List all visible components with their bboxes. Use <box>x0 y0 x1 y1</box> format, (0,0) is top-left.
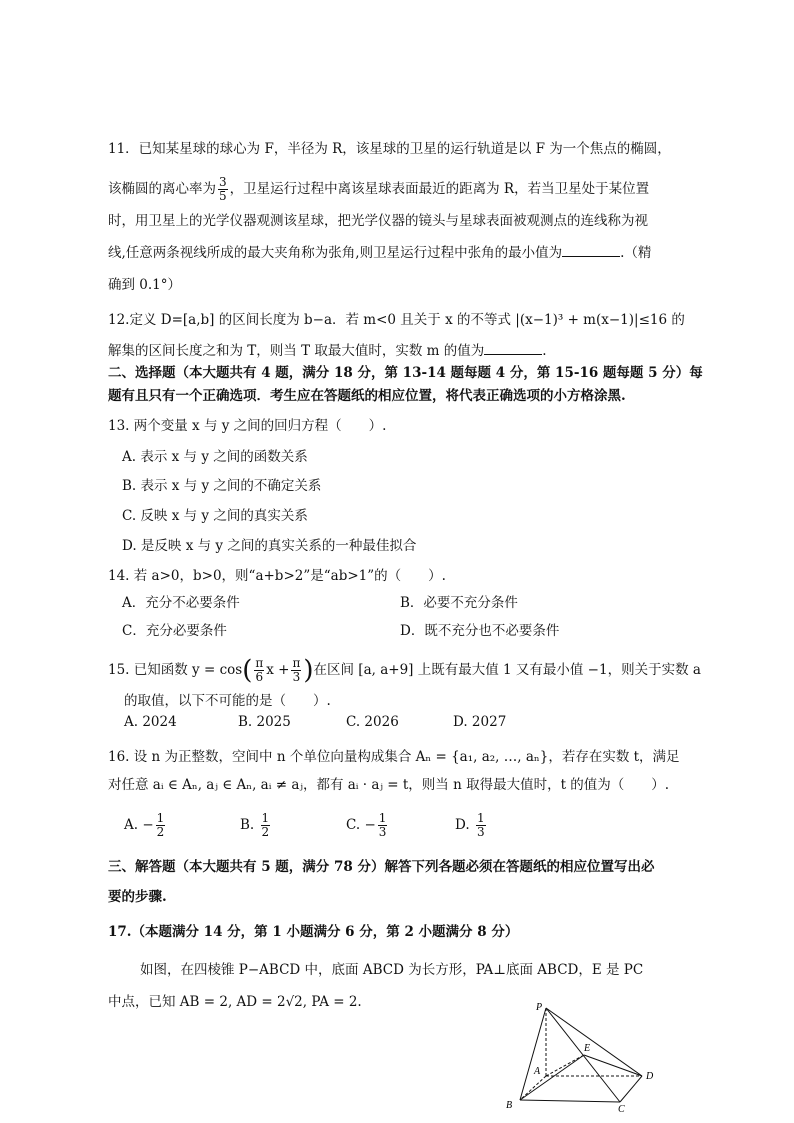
q16-option-a[interactable]: A. − $\frac{1}{2}$ <box>124 811 165 839</box>
q11-answer-blank[interactable] <box>562 244 620 257</box>
q12-answer-blank[interactable] <box>484 342 542 355</box>
label-C: C <box>618 1104 625 1115</box>
q11-line2 <box>108 176 649 203</box>
q11-line5: 确到 0.1°） <box>108 277 182 293</box>
q14-option-b[interactable]: B．必要不充分条件 <box>400 595 518 611</box>
eccentricity-fraction: $\frac{3}{5}$ <box>219 175 227 203</box>
q14-option-a[interactable]: A．充分不必要条件 <box>122 595 240 611</box>
label-P: P <box>536 1002 543 1013</box>
section3-line2: 要的步骤. <box>108 889 167 905</box>
label-B: B <box>506 1100 513 1111</box>
q13-option-b[interactable]: B. 表示 x 与 y 之间的不确定关系 <box>122 478 322 494</box>
section2-line2: 题有且只有一个正确选项．考生应在答题纸的相应位置，将代表正确选项的小方格涂黑. <box>108 388 626 404</box>
q14-option-d[interactable]: D．既不充分也不必要条件 <box>400 623 560 639</box>
pyramid-figure <box>500 1000 670 1115</box>
q16-line1: 16. 设 n 为正整数，空间中 n 个单位向量构成集合 Aₙ = {a₁, a₂, …, aₙ}，若存在实数 t，满足 <box>108 749 680 765</box>
q11-line2a: 该椭圆的离心率为 <box>108 181 216 197</box>
q15-mid: x + <box>266 662 290 678</box>
q13-option-c[interactable]: C. 反映 x 与 y 之间的真实关系 <box>122 508 308 524</box>
q11-line4 <box>108 244 651 262</box>
q15-line2: 的取值，以下不可能的是（ ）. <box>124 693 331 709</box>
q15-option-d[interactable]: D. 2027 <box>453 714 507 730</box>
q15-option-c[interactable]: C. 2026 <box>346 714 399 730</box>
label-E: E <box>584 1043 591 1054</box>
q17-line1: 如图，在四棱锥 P−ABCD 中，底面 ABCD 为长方形，PA⊥底面 ABCD，E 是 PC <box>140 962 644 978</box>
q11-line4b: .（精 <box>620 245 652 261</box>
q11-line2b: ，卫星运行过程中离该星球表面最近的距离为 R，若当卫星处于某位置 <box>229 181 650 197</box>
q15-option-a[interactable]: A. 2024 <box>124 714 177 730</box>
q15-option-b[interactable]: B. 2025 <box>238 714 291 730</box>
q16-line2: 对任意 aᵢ ∈ Aₙ, aⱼ ∈ Aₙ, aᵢ ≠ aⱼ，都有 aᵢ · aⱼ = t，则当 n 取得最大值时，t 的值为（ ）. <box>108 777 670 793</box>
q12-line2 <box>108 342 547 360</box>
section2-line1: 二、选择题（本大题共有 4 题，满分 18 分，第 13-14 题每题 4 分，第 15-16 题每题 5 分）每 <box>108 365 703 381</box>
q16-option-d[interactable]: D. $\frac{1}{3}$ <box>455 811 485 839</box>
q16-option-b[interactable]: B. $\frac{1}{2}$ <box>240 811 270 839</box>
q12-line1: 12.定义 D=[a,b] 的区间长度为 b−a．若 m<0 且关于 x 的不等式 |(x−1)³ + m(x−1)|≤16 的 <box>108 312 685 328</box>
label-A: A <box>534 1066 541 1077</box>
q11-line1: 11．已知某星球的球心为 F，半径为 R，该星球的卫星的运行轨道是以 F 为一个焦点的椭圆， <box>108 141 671 157</box>
q13-option-d[interactable]: D. 是反映 x 与 y 之间的真实关系的一种最佳拟合 <box>122 538 417 554</box>
q12-line2b: . <box>542 343 547 359</box>
label-D: D <box>646 1071 654 1082</box>
q11-line3: 时，用卫星上的光学仪器观测该星球，把光学仪器的镜头与星球表面被观测点的连线称为视 <box>108 213 648 229</box>
q17-line2: 中点，已知 AB = 2, AD = 2√2, PA = 2. <box>108 994 362 1010</box>
q13-stem: 13. 两个变量 x 与 y 之间的回归方程（ ）. <box>108 418 387 434</box>
q12-line2a: 解集的区间长度之和为 T，则当 T 取最大值时，实数 m 的值为 <box>108 343 485 359</box>
q14-stem: 14. 若 a>0，b>0，则“a+b>2”是“ab>1”的（ ）. <box>108 568 446 584</box>
q13-option-a[interactable]: A. 表示 x 与 y 之间的函数关系 <box>122 449 308 465</box>
pi-over-3: $\frac{\pi}{3}$ <box>292 656 301 684</box>
q15-stem-b: 在区间 [a, a+9] 上既有最大值 1 又有最小值 −1，则关于实数 a <box>313 662 701 678</box>
q15-stem: 15. 已知函数 y = cos( $\frac{\pi}{6}$ x + $\frac{\pi}{3}$ )在区间 [a, a+9] 上既有最大值 1 又有最小值 −1，则关于实数 a <box>108 655 701 686</box>
section3-line1: 三、解答题（本大题共有 5 题，满分 78 分）解答下列各题必须在答题纸的相应位置写出必 <box>108 859 655 875</box>
q11-line4a: 线,任意两条视线所成的最大夹角称为张角,则卫星运行过程中张角的最小值为 <box>108 245 563 261</box>
q14-option-c[interactable]: C．充分必要条件 <box>122 623 227 639</box>
q16-option-c[interactable]: C. − $\frac{1}{3}$ <box>346 811 387 839</box>
pi-over-6: $\frac{\pi}{6}$ <box>255 656 264 684</box>
q17-title: 17.（本题满分 14 分，第 1 小题满分 6 分，第 2 小题满分 8 分） <box>108 924 519 940</box>
q15-stem-a: 15. 已知函数 y = cos <box>108 662 243 678</box>
